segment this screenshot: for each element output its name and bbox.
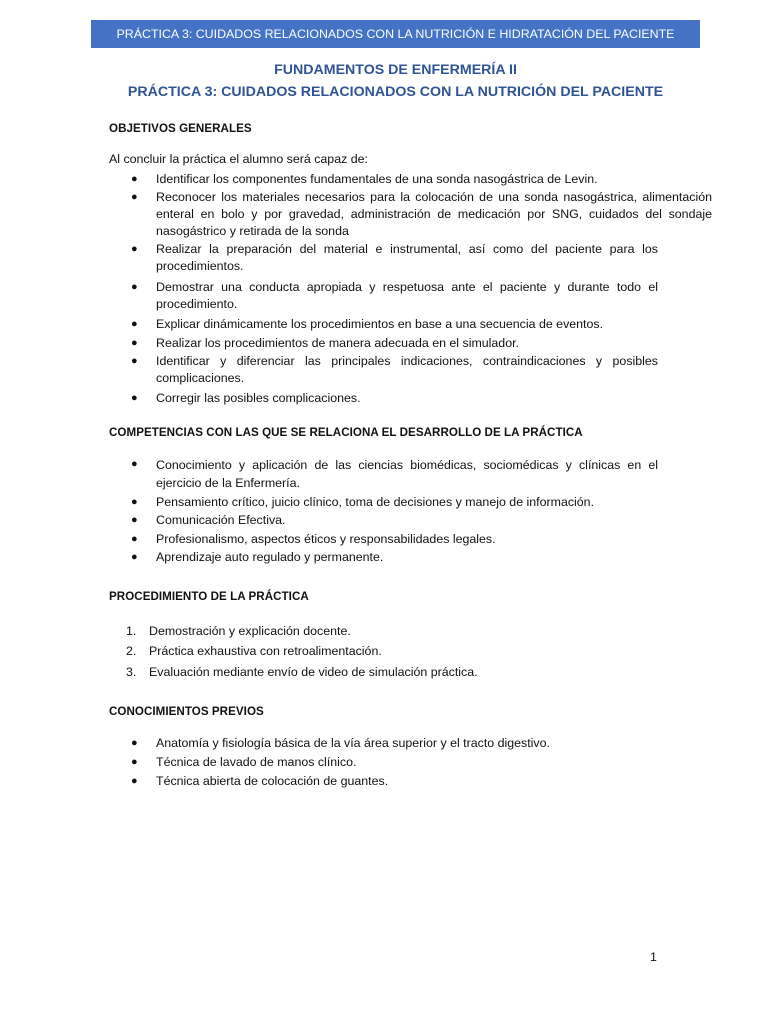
bullet-icon: ● bbox=[131, 337, 138, 349]
list-item-text: Realizar los procedimientos de manera adecuada en el simulador. bbox=[156, 336, 519, 350]
practice-title: PRÁCTICA 3: CUIDADOS RELACIONADOS CON LA NUTRICIÓN DEL PACIENTE bbox=[127, 84, 664, 100]
objectives-heading: OBJETIVOS GENERALES bbox=[109, 122, 252, 135]
bullet-icon: ● bbox=[131, 355, 138, 367]
list-item-text: Práctica exhaustiva con retroalimentación. bbox=[149, 644, 382, 658]
list-item-number: 1. bbox=[126, 624, 137, 638]
list-item-text: Técnica de lavado de manos clínico. bbox=[156, 755, 357, 769]
bullet-icon: ● bbox=[131, 173, 138, 185]
list-item-text: Comunicación Efectiva. bbox=[156, 513, 286, 527]
list-item-text: Evaluación mediante envío de video de simulación práctica. bbox=[149, 665, 478, 679]
competencies-heading: COMPETENCIAS CON LAS QUE SE RELACIONA EL DESARROLLO DE LA PRÁCTICA bbox=[109, 426, 583, 439]
bullet-icon: ● bbox=[131, 737, 138, 749]
list-item-number: 3. bbox=[126, 665, 137, 679]
bullet-icon: ● bbox=[131, 243, 138, 255]
list-item-text: Técnica abierta de colocación de guantes. bbox=[156, 774, 389, 788]
procedure-heading: PROCEDIMIENTO DE LA PRÁCTICA bbox=[109, 590, 309, 603]
bullet-icon: ● bbox=[131, 318, 138, 330]
list-item-text: Explicar dinámicamente los procedimientos en base a una secuencia de eventos. bbox=[156, 317, 604, 331]
list-item-text: Demostración y explicación docente. bbox=[149, 624, 351, 638]
list-item-text: Demostrar una conducta apropiada y respetuosa ante el paciente y durante todo el procedimiento. bbox=[156, 280, 658, 311]
bullet-icon: ● bbox=[131, 551, 138, 563]
bullet-icon: ● bbox=[131, 756, 138, 768]
bullet-icon: ● bbox=[131, 191, 138, 203]
list-item-text: Anatomía y fisiología básica de la vía área superior y el tracto digestivo. bbox=[156, 736, 550, 750]
bullet-icon: ● bbox=[131, 514, 138, 526]
bullet-icon: ● bbox=[131, 533, 138, 545]
page-number: 1 bbox=[650, 950, 657, 964]
list-item-text: Pensamiento crítico, juicio clínico, toma de decisiones y manejo de información. bbox=[156, 495, 595, 509]
list-item-text: Conocimiento y aplicación de las ciencias biomédicas, sociomédicas y clínicas en el ejercicio de la Enfermería. bbox=[156, 458, 658, 490]
list-item-number: 2. bbox=[126, 644, 137, 658]
list-item-text: Identificar y diferenciar las principales indicaciones, contraindicaciones y posibles complicaciones. bbox=[156, 354, 658, 385]
bullet-icon: ● bbox=[131, 775, 138, 787]
bullet-icon: ● bbox=[131, 392, 138, 404]
list-item-text: Aprendizaje auto regulado y permanente. bbox=[156, 550, 384, 564]
objectives-intro: Al concluir la práctica el alumno será capaz de: bbox=[109, 152, 368, 166]
list-item-text: Realizar la preparación del material e instrumental, así como del paciente para los procedimientos. bbox=[156, 242, 658, 273]
header-banner: PRÁCTICA 3: CUIDADOS RELACIONADOS CON LA NUTRICIÓN E HIDRATACIÓN DEL PACIENTE bbox=[91, 20, 700, 48]
prior-knowledge-heading: CONOCIMIENTOS PREVIOS bbox=[109, 705, 264, 718]
course-title: FUNDAMENTOS DE ENFERMERÍA II bbox=[274, 62, 517, 78]
list-item-text: Profesionalismo, aspectos éticos y responsabilidades legales. bbox=[156, 532, 496, 546]
list-item-text: Identificar los componentes fundamentales de una sonda nasogástrica de Levin. bbox=[156, 172, 598, 186]
bullet-icon: ● bbox=[131, 281, 138, 293]
list-item-text: Corregir las posibles complicaciones. bbox=[156, 391, 361, 405]
bullet-icon: ● bbox=[131, 496, 138, 508]
bullet-icon: ● bbox=[131, 458, 138, 470]
list-item-text: Reconocer los materiales necesarios para la colocación de una sonda nasogástrica, alimentación enteral en bolo y por gravedad, administración de medicación por SNG, cuidados del sondaje nasogástrico y retirada de la sonda bbox=[156, 190, 712, 238]
